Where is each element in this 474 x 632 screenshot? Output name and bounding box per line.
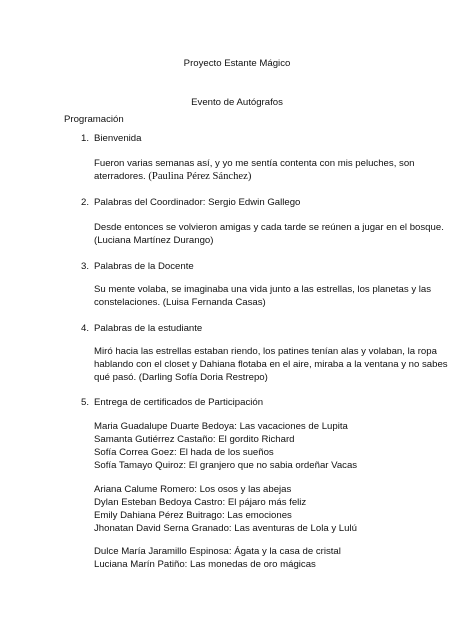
quote-line: hablando con el closet y Dahiana flotaba en el aire, miraba a la ventana y no sabes bbox=[94, 359, 448, 370]
quote-author: (Paulina Pérez Sánchez) bbox=[148, 171, 252, 182]
quote-line: qué pasó. (Darling Sofía Doria Restrepo) bbox=[94, 372, 268, 383]
quote-text: aterradores. bbox=[94, 171, 146, 182]
certificate-group bbox=[94, 483, 394, 535]
section-heading: Programación bbox=[64, 114, 124, 125]
item-quote bbox=[94, 283, 432, 309]
certificate-entry: Sofía Correa Goez: El hada de los sueños bbox=[94, 447, 274, 458]
certificate-entry: Maria Guadalupe Duarte Bedoya: Las vacaciones de Lupita bbox=[94, 421, 348, 432]
certificate-entry: Samanta Gutiérrez Castaño: El gordito Richard bbox=[94, 434, 295, 445]
quote-line: constelaciones. (Luisa Fernanda Casas) bbox=[94, 297, 266, 308]
document-title: Proyecto Estante Mágico bbox=[183, 58, 291, 69]
quote-line bbox=[94, 170, 394, 183]
item-number: 1. bbox=[81, 133, 90, 144]
item-label: Palabras del Coordinador: Sergio Edwin Gallego bbox=[94, 197, 301, 208]
quote-line: Su mente volaba, se imaginaba una vida junto a las estrellas, los planetas y las bbox=[94, 284, 432, 295]
certificate-entry: Emily Dahiana Pérez Buitrago: Las emociones bbox=[94, 510, 292, 521]
item-label: Entrega de certificados de Participación bbox=[94, 397, 264, 408]
quote-line: Desde entonces se volvieron amigas y cada tarde se reúnen a jugar en el bosque. bbox=[94, 222, 444, 233]
item-number: 2. bbox=[81, 197, 90, 208]
certificate-entry: Ariana Calume Romero: Los osos y las abejas bbox=[94, 484, 292, 495]
event-subtitle: Evento de Autógrafos bbox=[191, 97, 283, 108]
certificate-entry: Sofía Tamayo Quiroz: El granjero que no sabia ordeñar Vacas bbox=[94, 460, 358, 471]
certificate-group bbox=[94, 545, 394, 571]
item-number: 5. bbox=[81, 397, 90, 408]
item-label: Palabras de la estudiante bbox=[94, 323, 203, 334]
certificate-entry: Luciana Marín Patiño: Las monedas de oro mágicas bbox=[94, 559, 316, 570]
item-quote bbox=[94, 221, 444, 247]
certificate-group bbox=[94, 420, 394, 472]
item-quote bbox=[94, 345, 448, 384]
item-quote bbox=[94, 157, 415, 183]
item-label: Palabras de la Docente bbox=[94, 261, 194, 272]
quote-line: (Luciana Martínez Durango) bbox=[94, 235, 214, 246]
certificate-entry: Jhonatan David Serna Granado: Las aventuras de Lola y Lulú bbox=[94, 523, 357, 534]
certificate-entry: Dulce María Jaramillo Espinosa: Ágata y la casa de cristal bbox=[94, 546, 341, 557]
item-number: 3. bbox=[81, 261, 90, 272]
certificate-entry: Dylan Esteban Bedoya Castro: El pájaro más feliz bbox=[94, 497, 307, 508]
quote-line: Miró hacia las estrellas estaban riendo, los patines tenían alas y volaban, la ropa bbox=[94, 346, 437, 357]
quote-line: Fueron varias semanas así, y yo me sentía contenta con mis peluches, son bbox=[94, 158, 415, 169]
item-number: 4. bbox=[81, 323, 90, 334]
item-label: Bienvenida bbox=[94, 133, 142, 144]
